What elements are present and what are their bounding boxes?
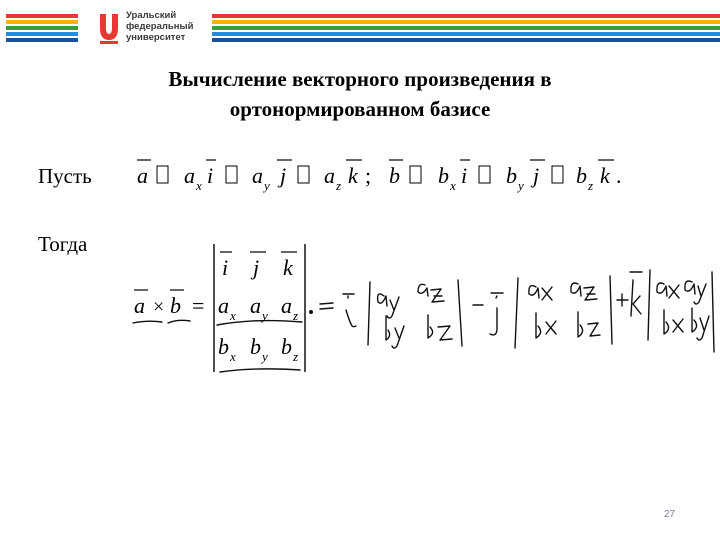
hand-az2 — [571, 283, 581, 296]
title-line: ортонормированном базисе — [229, 97, 491, 121]
logo-line: Уральский — [126, 10, 177, 21]
unit: k — [348, 163, 358, 188]
hand-ay3 — [685, 281, 695, 294]
hand-det-bar — [712, 272, 714, 352]
separator: ; — [365, 163, 372, 188]
hand-ay-y — [387, 297, 399, 318]
unit: j — [280, 163, 287, 188]
logo-line: университет — [126, 32, 186, 43]
det-sub: z — [293, 349, 299, 364]
coef: b — [438, 163, 449, 188]
equals-sign: = — [192, 293, 205, 318]
sub: x — [196, 178, 202, 193]
vector-b: b — [389, 163, 400, 188]
sub: x — [450, 178, 456, 193]
det-cell: b — [250, 334, 261, 359]
hand-ax-x — [542, 287, 552, 300]
hand-ax — [529, 286, 539, 298]
missing-glyph-box — [552, 166, 563, 183]
missing-glyph-box — [157, 166, 168, 183]
hand-det-bar — [648, 270, 650, 340]
hand-bx-x — [546, 321, 556, 334]
sub: z — [336, 178, 342, 193]
hand-bz2 — [578, 312, 583, 337]
times-sign: × — [153, 296, 165, 318]
logo-line: федеральный — [126, 21, 194, 32]
unit: j — [533, 163, 540, 188]
hand-det-bar — [610, 276, 612, 344]
formula-then — [134, 244, 305, 372]
det-sub: y — [262, 308, 268, 323]
hand-az — [418, 284, 428, 296]
hand-det-bar — [458, 280, 462, 346]
coef: b — [506, 163, 517, 188]
hand-underline — [220, 369, 300, 372]
det-sub: x — [230, 308, 236, 323]
missing-glyph-box — [226, 166, 237, 183]
missing-glyph-box — [479, 166, 490, 183]
lhs-b: b — [170, 293, 181, 318]
hand-j — [490, 308, 497, 335]
hand-by3 — [692, 308, 697, 332]
hand-underline — [133, 321, 162, 323]
det-cell: a — [281, 293, 292, 318]
det-sub: y — [262, 349, 268, 364]
det-cell: j — [253, 255, 260, 280]
hand-equals — [320, 308, 333, 309]
hand-equals — [320, 303, 333, 304]
det-cell: b — [281, 334, 292, 359]
hand-by3-y — [697, 316, 709, 340]
page-number: 27 — [664, 509, 676, 520]
det-sub: z — [293, 308, 299, 323]
hand-j-dot — [496, 296, 497, 298]
hand-k — [631, 280, 641, 316]
hand-underline — [168, 320, 190, 323]
label-let: Пусть — [38, 164, 92, 188]
vector-a: a — [137, 163, 148, 188]
hand-az2-z — [584, 287, 597, 300]
coef: b — [576, 163, 587, 188]
coef: a — [324, 163, 335, 188]
unit: k — [600, 163, 610, 188]
coef: a — [184, 163, 195, 188]
hand-i — [346, 310, 356, 327]
unit: i — [207, 163, 214, 188]
hand-det-bar — [515, 278, 518, 348]
hand-bz2-z — [588, 323, 600, 336]
hand-bz-z — [438, 326, 452, 340]
hand-det-bar — [368, 282, 370, 345]
lhs-a: a — [134, 293, 145, 318]
hand-by-y — [392, 326, 404, 348]
det-cell: a — [250, 293, 261, 318]
hand-by — [386, 316, 390, 340]
det-cell: i — [222, 255, 229, 280]
det-cell: b — [218, 334, 229, 359]
hand-az-z — [431, 289, 444, 302]
hand-ay — [378, 294, 387, 306]
hand-ay3-y — [694, 284, 706, 304]
missing-glyph-box — [298, 166, 309, 183]
hand-bx3 — [664, 310, 669, 334]
label-then: Тогда — [38, 232, 88, 256]
sub: z — [588, 178, 594, 193]
hand-bz — [428, 315, 433, 338]
title-line: Вычисление векторного произведения в — [168, 67, 552, 91]
hand-dot — [310, 311, 313, 314]
hand-plus — [617, 294, 628, 306]
end-dot: . — [616, 163, 622, 188]
det-sub: x — [230, 349, 236, 364]
coef: a — [252, 163, 263, 188]
hand-bx3-x — [673, 319, 683, 332]
sub: y — [518, 178, 524, 193]
hand-ax3-x — [669, 285, 679, 298]
det-cell: k — [283, 255, 293, 280]
missing-glyph-box — [410, 166, 421, 183]
det-cell: a — [218, 293, 229, 318]
unit: i — [461, 163, 468, 188]
sub: y — [264, 178, 270, 193]
hand-bx — [536, 313, 541, 338]
hand-ax3 — [657, 283, 667, 296]
formula-let — [137, 160, 622, 193]
